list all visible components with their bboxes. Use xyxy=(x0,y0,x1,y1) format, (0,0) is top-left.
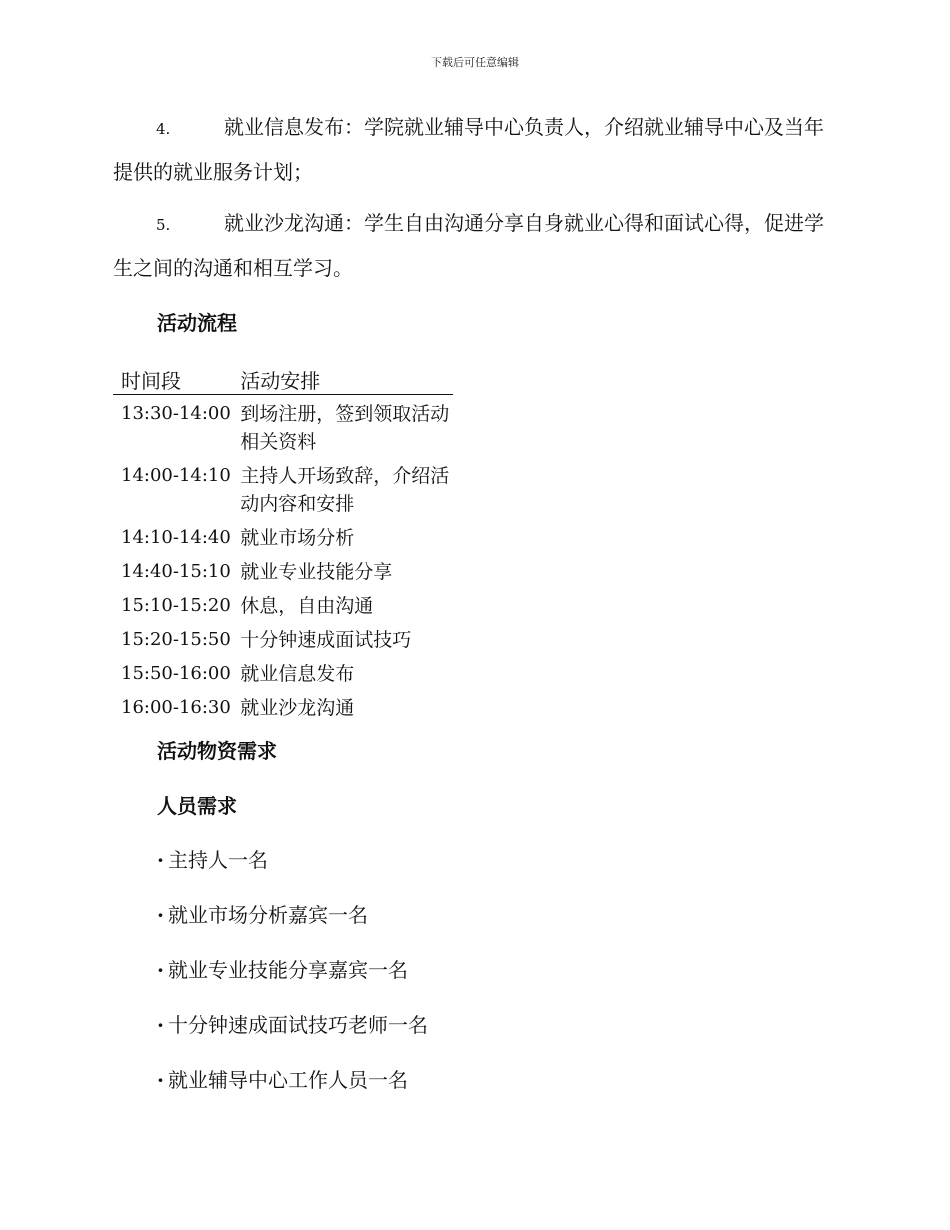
paragraph-number: 4. xyxy=(156,120,171,138)
activity-cell: 主持人开场致辞，介绍活动内容和安排 xyxy=(240,465,450,515)
list-item xyxy=(157,846,268,874)
list-item-text: 就业辅导中心工作人员一名 xyxy=(168,1068,408,1092)
activity-cell: 就业市场分析 xyxy=(240,527,355,549)
column-header-activity: 活动安排 xyxy=(232,364,453,395)
time-cell: 14:00-14:10 xyxy=(121,465,231,486)
activity-cell: 就业信息发布 xyxy=(240,663,355,685)
time-cell: 15:50-16:00 xyxy=(121,663,231,684)
table-row xyxy=(113,459,453,521)
time-cell: 15:20-15:50 xyxy=(121,629,231,650)
activity-cell: 十分钟速成面试技巧 xyxy=(240,629,412,651)
table-row xyxy=(113,555,453,589)
paragraph-item-5 xyxy=(113,202,835,290)
table-row xyxy=(113,623,453,657)
activity-cell: 就业沙龙沟通 xyxy=(240,697,355,719)
table-row xyxy=(113,657,453,691)
time-cell: 13:30-14:00 xyxy=(121,403,231,424)
table-header-row xyxy=(113,364,453,395)
time-cell: 14:40-15:10 xyxy=(121,561,231,582)
paragraph-text: 就业信息发布：学院就业辅导中心负责人，介绍就业辅导中心及当年提供的就业服务计划； xyxy=(113,115,824,184)
table-row xyxy=(113,395,453,460)
time-cell: 14:10-14:40 xyxy=(121,527,231,548)
bullet-dot: · xyxy=(157,1068,164,1092)
list-item-text: 就业市场分析嘉宾一名 xyxy=(168,903,368,927)
time-cell: 16:00-16:30 xyxy=(121,697,231,718)
list-item xyxy=(157,956,408,984)
bullet-dot: · xyxy=(157,958,164,982)
list-item-text: 十分钟速成面试技巧老师一名 xyxy=(168,1013,428,1037)
table-row xyxy=(113,521,453,555)
section-heading-material-needs: 活动物资需求 xyxy=(157,739,277,763)
table-row xyxy=(113,691,453,725)
paragraph-item-4 xyxy=(113,106,835,194)
activity-cell: 休息，自由沟通 xyxy=(240,595,374,617)
list-item-text: 主持人一名 xyxy=(168,848,268,872)
bullet-dot: · xyxy=(157,1013,164,1037)
bullet-dot: · xyxy=(157,848,164,872)
paragraph-text: 就业沙龙沟通：学生自由沟通分享自身就业心得和面试心得，促进学生之间的沟通和相互学习。 xyxy=(113,211,824,280)
time-cell: 15:10-15:20 xyxy=(121,595,231,616)
activity-cell: 到场注册，签到领取活动相关资料 xyxy=(240,403,450,453)
paragraph-number: 5. xyxy=(156,216,171,234)
list-item xyxy=(157,901,368,929)
page-header-note: 下载后可任意编辑 xyxy=(431,56,519,69)
schedule-table xyxy=(113,364,453,725)
activity-cell: 就业专业技能分享 xyxy=(240,561,393,583)
section-heading-staff-needs: 人员需求 xyxy=(157,794,237,818)
column-header-time: 时间段 xyxy=(113,364,232,395)
table-row xyxy=(113,589,453,623)
list-item xyxy=(157,1011,428,1039)
bullet-dot: · xyxy=(157,903,164,927)
list-item-text: 就业专业技能分享嘉宾一名 xyxy=(168,958,408,982)
section-heading-activity-flow: 活动流程 xyxy=(157,311,237,335)
list-item xyxy=(157,1066,408,1094)
